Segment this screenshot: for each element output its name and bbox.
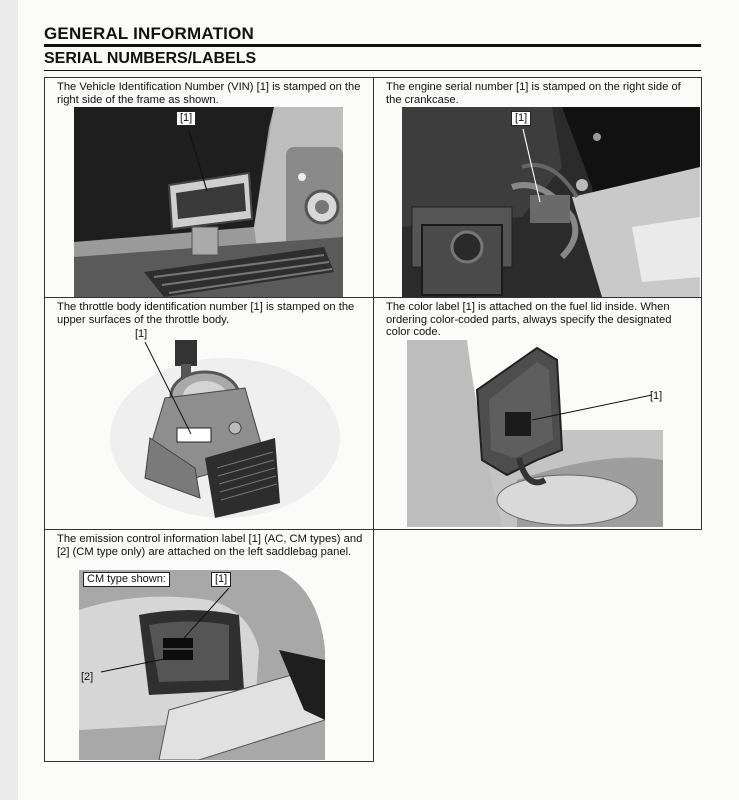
engine-callout-1: [1] bbox=[511, 111, 531, 126]
saddlebag-photo bbox=[79, 570, 325, 760]
vin-frame-photo bbox=[74, 107, 343, 297]
engine-text: The engine serial number [1] is stamped on the right side of the crankcase. bbox=[386, 81, 681, 106]
vin-callout-1: [1] bbox=[176, 111, 196, 126]
color-label-cell bbox=[373, 297, 702, 530]
throttle-callout-1: [1] bbox=[135, 328, 148, 340]
engine-cell bbox=[373, 77, 702, 298]
emission-caption: CM type shown: bbox=[83, 572, 170, 587]
subheader-rule bbox=[44, 70, 701, 71]
emission-callout-2: [2] bbox=[81, 671, 94, 683]
color-label-text: The color label [1] is attached on the fuel lid inside. When ordering color-coded parts, always specify the designated color code. bbox=[386, 301, 672, 339]
throttle-cell bbox=[44, 297, 374, 530]
engine-crankcase-photo bbox=[402, 107, 700, 297]
subsection-title: SERIAL NUMBERS/LABELS bbox=[44, 50, 257, 67]
throttle-text: The throttle body identification number [1] is stamped on the upper surfaces of the throttle body. bbox=[57, 301, 355, 326]
throttle-body-photo bbox=[105, 328, 345, 528]
section-title: GENERAL INFORMATION bbox=[44, 24, 254, 43]
vin-cell bbox=[44, 77, 374, 298]
header-rule bbox=[44, 44, 701, 47]
vin-text: The Vehicle Identification Number (VIN) [1] is stamped on the right side of the frame as shown. bbox=[57, 81, 361, 106]
emission-callout-1: [1] bbox=[211, 572, 231, 587]
fuel-lid-photo bbox=[407, 340, 663, 527]
color-label-callout-1: [1] bbox=[650, 390, 663, 402]
emission-cell bbox=[44, 529, 374, 762]
emission-text: The emission control information label [1] (AC, CM types) and [2] (CM type only) are attached on the left saddlebag panel. bbox=[57, 533, 363, 558]
